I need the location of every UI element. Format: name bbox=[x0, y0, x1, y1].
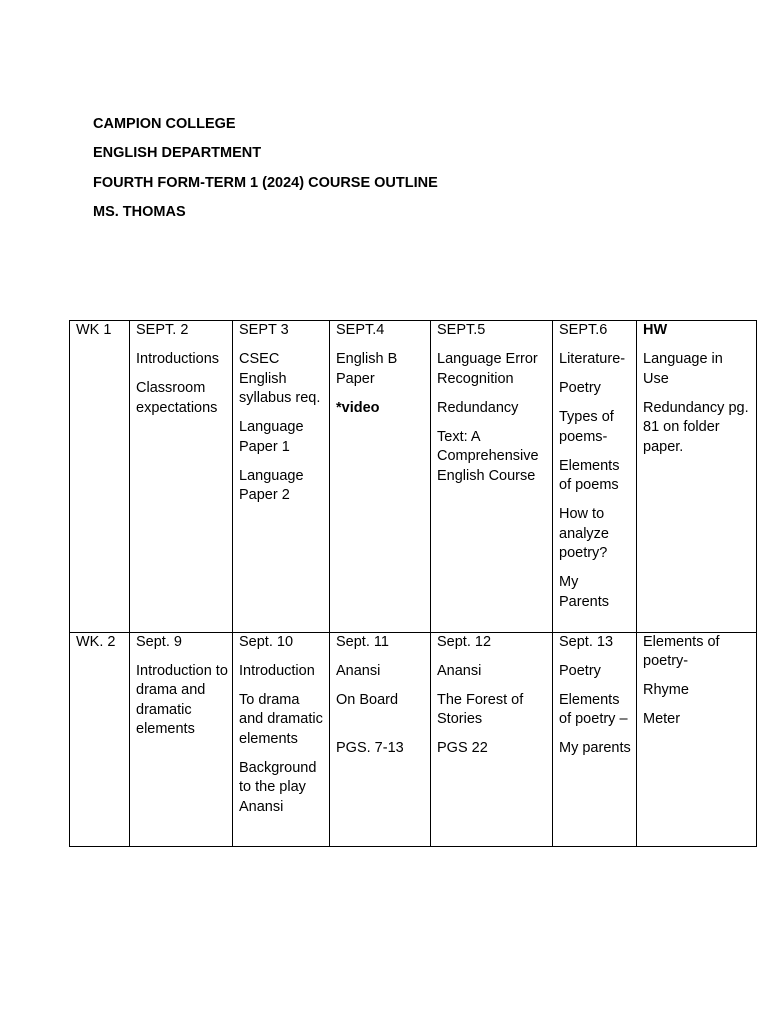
day-date: Sept. 9 bbox=[136, 633, 182, 650]
document-header bbox=[93, 115, 438, 232]
lesson-item: Text: A Comprehensive English Course bbox=[437, 428, 539, 484]
day-date: SEPT.4 bbox=[336, 322, 385, 338]
day-date: Sept. 13 bbox=[559, 633, 614, 650]
day-date: Sept. 10 bbox=[239, 633, 294, 650]
lesson-item: Introduction to drama and dramatic elements bbox=[136, 662, 228, 737]
lesson-item: PGS 22 bbox=[437, 740, 488, 756]
day-date: SEPT.6 bbox=[559, 322, 608, 338]
week-label-cell bbox=[70, 321, 130, 633]
lesson-item: My parents bbox=[559, 740, 631, 756]
homework-cell bbox=[637, 632, 757, 846]
homework-heading: HW bbox=[643, 322, 668, 338]
day-date: SEPT. 2 bbox=[136, 322, 189, 338]
day-cell bbox=[233, 321, 330, 633]
lesson-item: The Forest of Stories bbox=[437, 691, 524, 727]
lesson-item: Introduction bbox=[239, 662, 315, 679]
department-name: ENGLISH DEPARTMENT bbox=[93, 145, 262, 162]
day-date: Sept. 12 bbox=[437, 633, 492, 650]
lesson-item: Poetry bbox=[559, 662, 601, 679]
lesson-item: Language Error Recognition bbox=[437, 351, 538, 387]
day-cell bbox=[431, 632, 553, 846]
course-outline-table bbox=[69, 320, 757, 847]
homework-item: Rhyme bbox=[643, 682, 689, 698]
lesson-item: To drama and dramatic elements bbox=[239, 691, 323, 747]
lesson-item: Elements of poems bbox=[559, 457, 620, 493]
lesson-item: How to analyze poetry? bbox=[559, 506, 609, 561]
week-label: WK. 2 bbox=[76, 633, 116, 650]
teacher-name: MS. THOMAS bbox=[93, 203, 186, 220]
day-cell bbox=[431, 321, 553, 633]
day-cell bbox=[330, 632, 431, 846]
lesson-item: Anansi bbox=[437, 662, 482, 679]
lesson-item: My Parents bbox=[559, 574, 609, 610]
lesson-item: Language Paper 2 bbox=[239, 467, 304, 503]
lesson-item: Anansi bbox=[336, 662, 381, 679]
lesson-item: Background to the play Anansi bbox=[239, 759, 317, 815]
lesson-item: Redundancy bbox=[437, 399, 519, 416]
day-cell bbox=[130, 321, 233, 633]
lesson-item: *video bbox=[336, 399, 380, 416]
school-name: CAMPION COLLEGE bbox=[93, 116, 236, 132]
day-cell bbox=[233, 632, 330, 846]
day-date: SEPT.5 bbox=[437, 322, 486, 338]
course-title: FOURTH FORM-TERM 1 (2024) COURSE OUTLINE bbox=[93, 174, 438, 191]
lesson-item: Types of poems- bbox=[559, 409, 614, 445]
lesson-item: Literature- bbox=[559, 351, 626, 367]
day-cell bbox=[553, 632, 637, 846]
lesson-item: On Board bbox=[336, 691, 399, 708]
homework-item: Meter bbox=[643, 711, 681, 727]
day-date: SEPT 3 bbox=[239, 322, 289, 338]
week-label-cell bbox=[70, 632, 130, 846]
lesson-item: PGS. 7-13 bbox=[336, 740, 404, 756]
lesson-item: Elements of poetry – bbox=[559, 691, 628, 727]
homework-cell bbox=[637, 321, 757, 633]
lesson-item: Classroom expectations bbox=[136, 380, 218, 416]
homework-item: Language in Use bbox=[643, 351, 723, 387]
spacer bbox=[336, 720, 426, 740]
day-date: Sept. 11 bbox=[336, 633, 389, 650]
lesson-item: English B Paper bbox=[336, 351, 398, 387]
homework-item: Redundancy pg. 81 on folder paper. bbox=[643, 399, 749, 455]
week-row bbox=[70, 632, 757, 846]
day-cell bbox=[553, 321, 637, 633]
lesson-item: Poetry bbox=[559, 380, 601, 396]
lesson-item: Introductions bbox=[136, 351, 220, 367]
lesson-item: CSEC English syllabus req. bbox=[239, 351, 321, 406]
lesson-item: Language Paper 1 bbox=[239, 419, 304, 455]
week-label: WK 1 bbox=[76, 322, 112, 338]
day-cell bbox=[130, 632, 233, 846]
week-row bbox=[70, 321, 757, 633]
day-cell bbox=[330, 321, 431, 633]
homework-item: Elements of poetry- bbox=[643, 633, 720, 669]
